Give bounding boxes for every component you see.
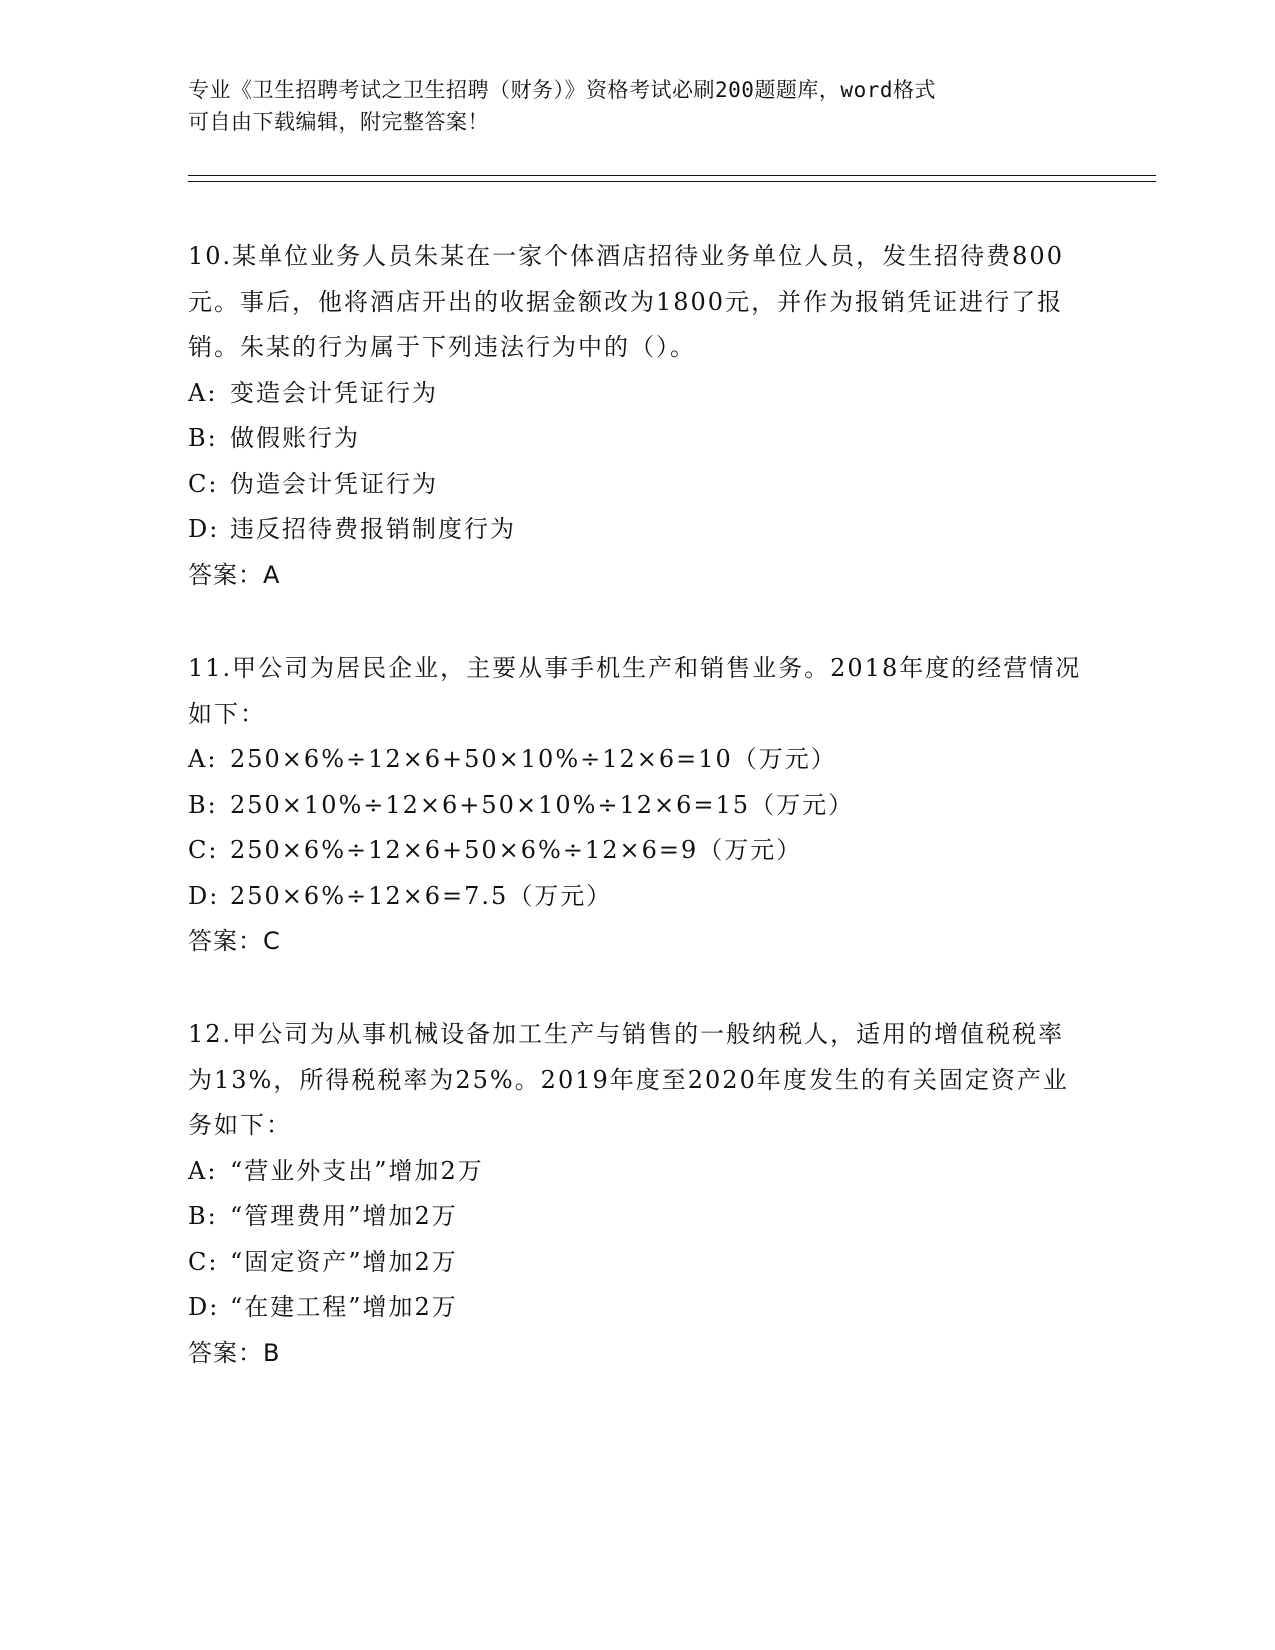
option-letter: D: — [188, 881, 220, 910]
header-line-1: 专业《卫生招聘考试之卫生招聘（财务）》资格考试必刷200题题库，word格式 — [188, 78, 936, 102]
header-line-2: 可自由下载编辑，附完整答案！ — [188, 110, 489, 134]
option-text: “在建工程”增加2万 — [230, 1293, 458, 1321]
option-text: 250×10%÷12×6+50×10%÷12×6=15（万元） — [230, 790, 855, 819]
option-text: 违反招待费报销制度行为 — [230, 515, 516, 543]
option-letter: B: — [188, 424, 218, 452]
question-10 — [188, 234, 1088, 598]
option-letter: A: — [188, 745, 218, 773]
option-letter: C: — [188, 836, 219, 864]
option-letter: D: — [188, 1293, 220, 1321]
option-b — [188, 783, 1088, 829]
option-text: 变造会计凭证行为 — [230, 378, 438, 407]
option-letter: C: — [188, 469, 219, 498]
option-text: 250×6%÷12×6+50×10%÷12×6=10（万元） — [230, 745, 837, 773]
option-c — [188, 828, 1088, 874]
option-text: 250×6%÷12×6+50×6%÷12×6=9（万元） — [230, 836, 803, 864]
option-c — [188, 1240, 1088, 1286]
option-letter: B: — [188, 790, 218, 819]
question-12 — [188, 1012, 1088, 1376]
question-11 — [188, 646, 1088, 965]
question-text: 11.甲公司为居民企业，主要从事手机生产和销售业务。2018年度的经营情况如下： — [188, 654, 1082, 728]
header-divider-bottom — [188, 181, 1156, 182]
option-letter: A: — [188, 378, 218, 407]
option-a — [188, 737, 1088, 783]
header-divider-top — [188, 175, 1156, 176]
answer-line: 答案：C — [188, 927, 281, 955]
option-d — [188, 874, 1088, 920]
option-letter: C: — [188, 1247, 219, 1276]
option-text: 伪造会计凭证行为 — [230, 469, 438, 498]
option-text: “营业外支出”增加2万 — [230, 1156, 484, 1185]
option-text: “管理费用”增加2万 — [230, 1202, 458, 1230]
option-text: 250×6%÷12×6=7.5（万元） — [230, 881, 613, 910]
option-d — [188, 507, 1088, 553]
question-text: 10.某单位业务人员朱某在一家个体酒店招待业务单位人员，发生招待费800元。事后，他将酒店开出的收据金额改为1800元，并作为报销凭证进行了报销。朱某的行为属于下列违法行为中的（）。 — [188, 242, 1064, 361]
document-header — [188, 74, 1088, 138]
option-letter: D: — [188, 515, 220, 543]
question-text: 12.甲公司为从事机械设备加工生产与销售的一般纳税人，适用的增值税税率为13%，所得税税率为25%。2019年度至2020年度发生的有关固定资产业务如下： — [188, 1020, 1069, 1139]
answer-line: 答案：A — [188, 560, 281, 589]
option-a — [188, 1149, 1088, 1195]
option-b — [188, 416, 1088, 462]
option-letter: B: — [188, 1202, 218, 1230]
option-c — [188, 462, 1088, 508]
option-a — [188, 371, 1088, 417]
option-letter: A: — [188, 1156, 218, 1185]
option-d — [188, 1285, 1088, 1331]
option-text: “固定资产”增加2万 — [230, 1247, 458, 1276]
option-text: 做假账行为 — [230, 424, 360, 452]
option-b — [188, 1194, 1088, 1240]
answer-line: 答案：B — [188, 1338, 281, 1367]
